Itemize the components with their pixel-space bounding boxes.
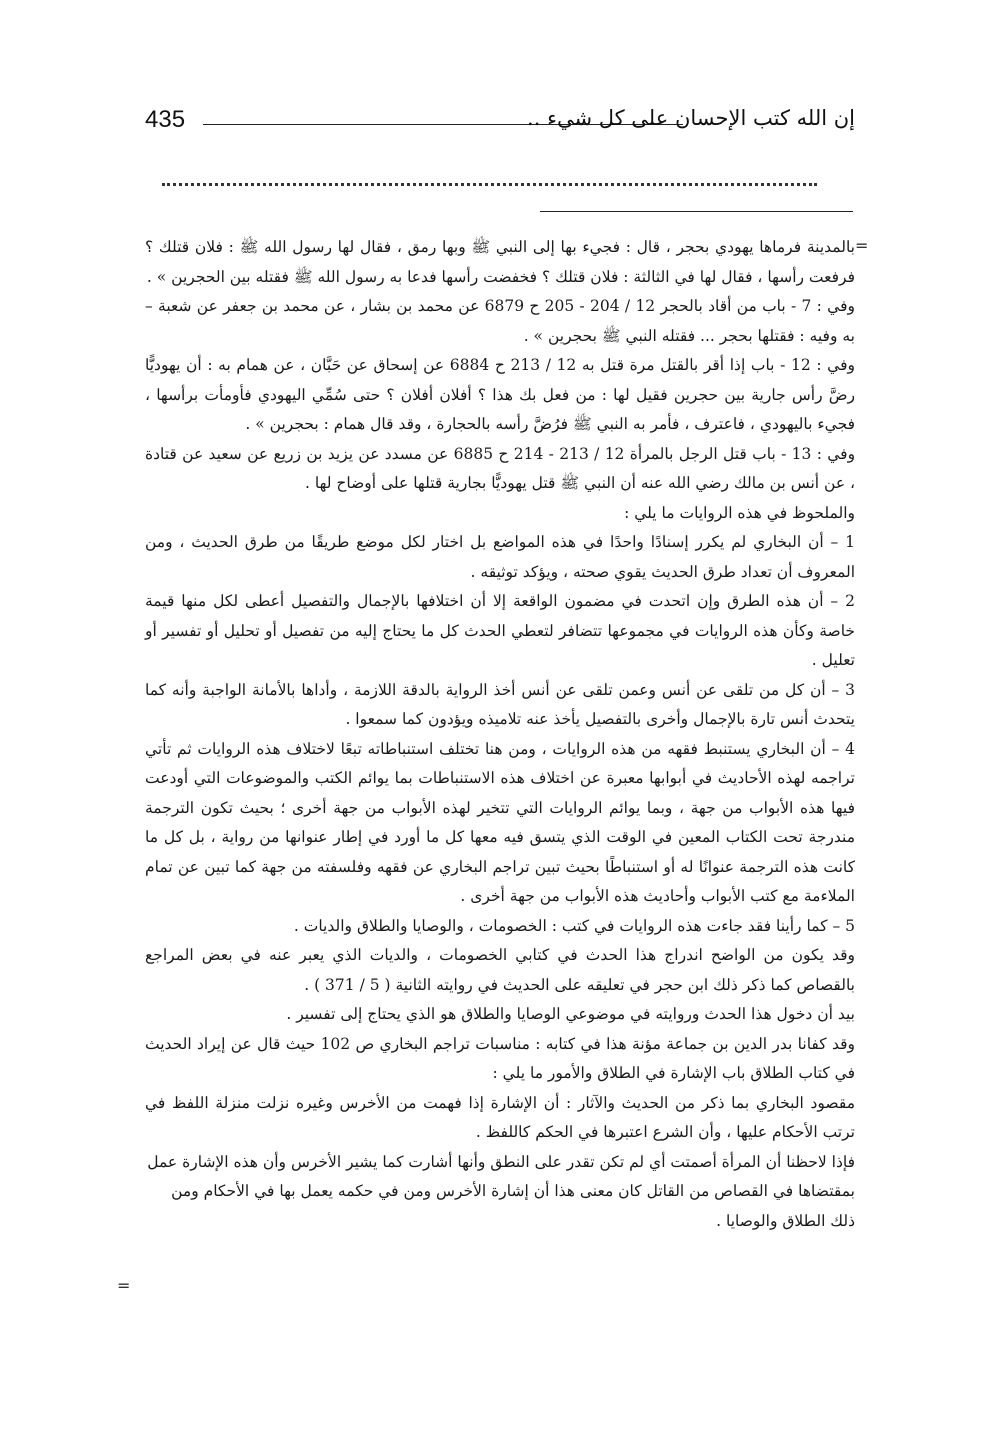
- paragraph: بالمدينة فرماها يهودي بحجر ، قال : فجيء بها إلى النبي ﷺ وبها رمق ، فقال لها رسول الله ﷺ : فلان قتلك ؟ فرفعت رأسها ، فقال لها في الثالثة : فلان قتلك ؟ فخفضت رأسها فدعا به رسول الله ﷺ فقتله بين الحجرين » .: [145, 238, 855, 286]
- paragraph: بيد أن دخول هذا الحدث وروايته في موضوعي الوصايا والطلاق هو الذي يحتاج إلى تفسير .: [286, 1005, 855, 1023]
- paragraph: والملحوظ في هذه الروايات ما يلي :: [624, 503, 855, 522]
- paragraph: 5 – كما رأينا فقد جاءت هذه الروايات في كتب : الخصومات ، والوصايا والطلاق والديات .: [293, 916, 855, 935]
- paragraph: 1 – أن البخاري لم يكرر إسنادًا واحدًا في هذه المواضع بل اختار لكل موضع طريقًا من طرق الحديث ، ومن المعروف أن تعداد طرق الحديث يقوي صحته ، ويؤكد توثيقه .: [145, 533, 855, 581]
- dotted-separator: [162, 183, 817, 186]
- page-number: 435: [145, 106, 186, 133]
- paragraph: فإذا لاحظنا أن المرأة أصمتت أي لم تكن تقدر على النطق وأنها أشارت كما يشير الأخرس وأن هذه الإشارة عمل بمقتضاها في القصاص من القاتل كان معنى هذا أن إشارة الأخرس ومن في حكمه يعمل بها في الأحكام ومن ذلك الطلاق والوصايا .: [147, 1152, 855, 1230]
- paragraph: مقصود البخاري بما ذكر من الحديث والآثار : أن الإشارة إذا فهمت من الأخرس وغيره نزلت منزلة اللفظ في ترتب الأحكام عليها ، وأن الشرع اعتبرها في الحكم كاللفظ .: [145, 1093, 855, 1141]
- paragraph: وقد يكون من الواضح اندراج هذا الحدث في كتابي الخصومات ، والديات الذي يعبر عنه في بعض المراجع بالقصاص كما ذكر ذلك ابن حجر في تعليقه على الحديث في روايته الثانية ( 5 / 371 ) .: [145, 946, 855, 994]
- paragraph: 4 – أن البخاري يستنبط فقهه من هذه الروايات ، ومن هنا تختلف استنباطاته تبعًا لاختلاف هذه الروايات ثم تأتي تراجمه لهذه الأحاديث في أبوابها معبرة عن اختلاف هذه الاستنباطات بما يوائم الكتب والموضوعات التي أودعت فيها هذه الأبواب من جهة ، وبما يوائم الروايات التي تتخير لهذه الأبواب من جهة أخرى ؛ بحيث تكون الترجمة مندرجة تحت الكتاب المعين في الوقت الذي يتسق فيه معها كل ما أورد في إطار عنوانها من رواية ، بل كل ما كانت هذه الترجمة عنوانًا له أو استنباطًا بحيث تبين تراجم البخاري عن فقهه وفلسفته من جهة كما تبين عن تمام الملاءمة مع كتب الأبواب وأحاديث هذه الأبواب من جهة أخرى .: [145, 739, 855, 905]
- paragraph: وفي : 13 - باب قتل الرجل بالمرأة 12 / 213 - 214 ح 6885 عن مسدد عن يزيد بن زريع عن سعيد عن قتادة ، عن أنس بن مالك رضي الله عنه أن النبي ﷺ قتل يهوديًّا بجارية قتلها على أوضاح لها .: [145, 444, 856, 492]
- paragraph: وفي : 12 - باب إذا أقر بالقتل مرة قتل به 12 / 213 ح 6884 عن إسحاق عن حَبَّان ، عن همام به : أن يهوديًّا رضَّ رأس جارية بين حجرين فقيل لها : من فعل بك هذا ؟ أفلان أفلان ؟ حتى سُمِّي اليهودي فأومأت برأسها ، فجيء باليهودي ، فاعترف ، فأمر به النبي ﷺ فرُضَّ رأسه بالحجارة ، وقد قال همام : بحجرين » .: [145, 356, 855, 433]
- footnote-separator: [540, 211, 853, 212]
- paragraph: وفي : 7 - باب من أقاد بالحجر 12 / 204 - 205 ح 6879 عن محمد بن بشار ، عن محمد بن جعفر عن شعبة – به وفيه : فقتلها بحجر ... فقتله النبي ﷺ بحجرين » .: [145, 297, 855, 345]
- continuation-mark-top: =: [855, 236, 869, 255]
- paragraph: وقد كفانا بدر الدين بن جماعة مؤنة هذا في كتابه : مناسبات تراجم البخاري ص 102 حيث قال عن إيراد الحديث في كتاب الطلاق باب الإشارة في الطلاق والأمور ما يلي :: [145, 1034, 855, 1082]
- footnote-body: [145, 233, 855, 1236]
- paragraph: 3 – أن كل من تلقى عن أنس وعمن تلقى عن أنس أخذ الرواية بالدقة اللازمة ، وأداها بالأمانة الواجبة وأنه كما يتحدث أنس تارة بالإجمال وأخرى بالتفصيل يأخذ عنه تلاميذه ويؤدون كما سمعوا .: [145, 680, 855, 728]
- paragraph: 2 – أن هذه الطرق وإن اتحدت في مضمون الواقعة إلا أن اختلافها بالإجمال والتفصيل أعطى لكل منها قيمة خاصة وكأن هذه الروايات في مجموعها تتضافر لتعطي الحدث كل ما يحتاج إليه من تفصيل أو تحليل أو تفسير أو تعليل .: [145, 592, 855, 669]
- continuation-mark-bottom: =: [117, 1276, 131, 1295]
- running-title: إن الله كتب الإحسان على كل شيء ..: [527, 106, 855, 130]
- page-header: [145, 104, 855, 144]
